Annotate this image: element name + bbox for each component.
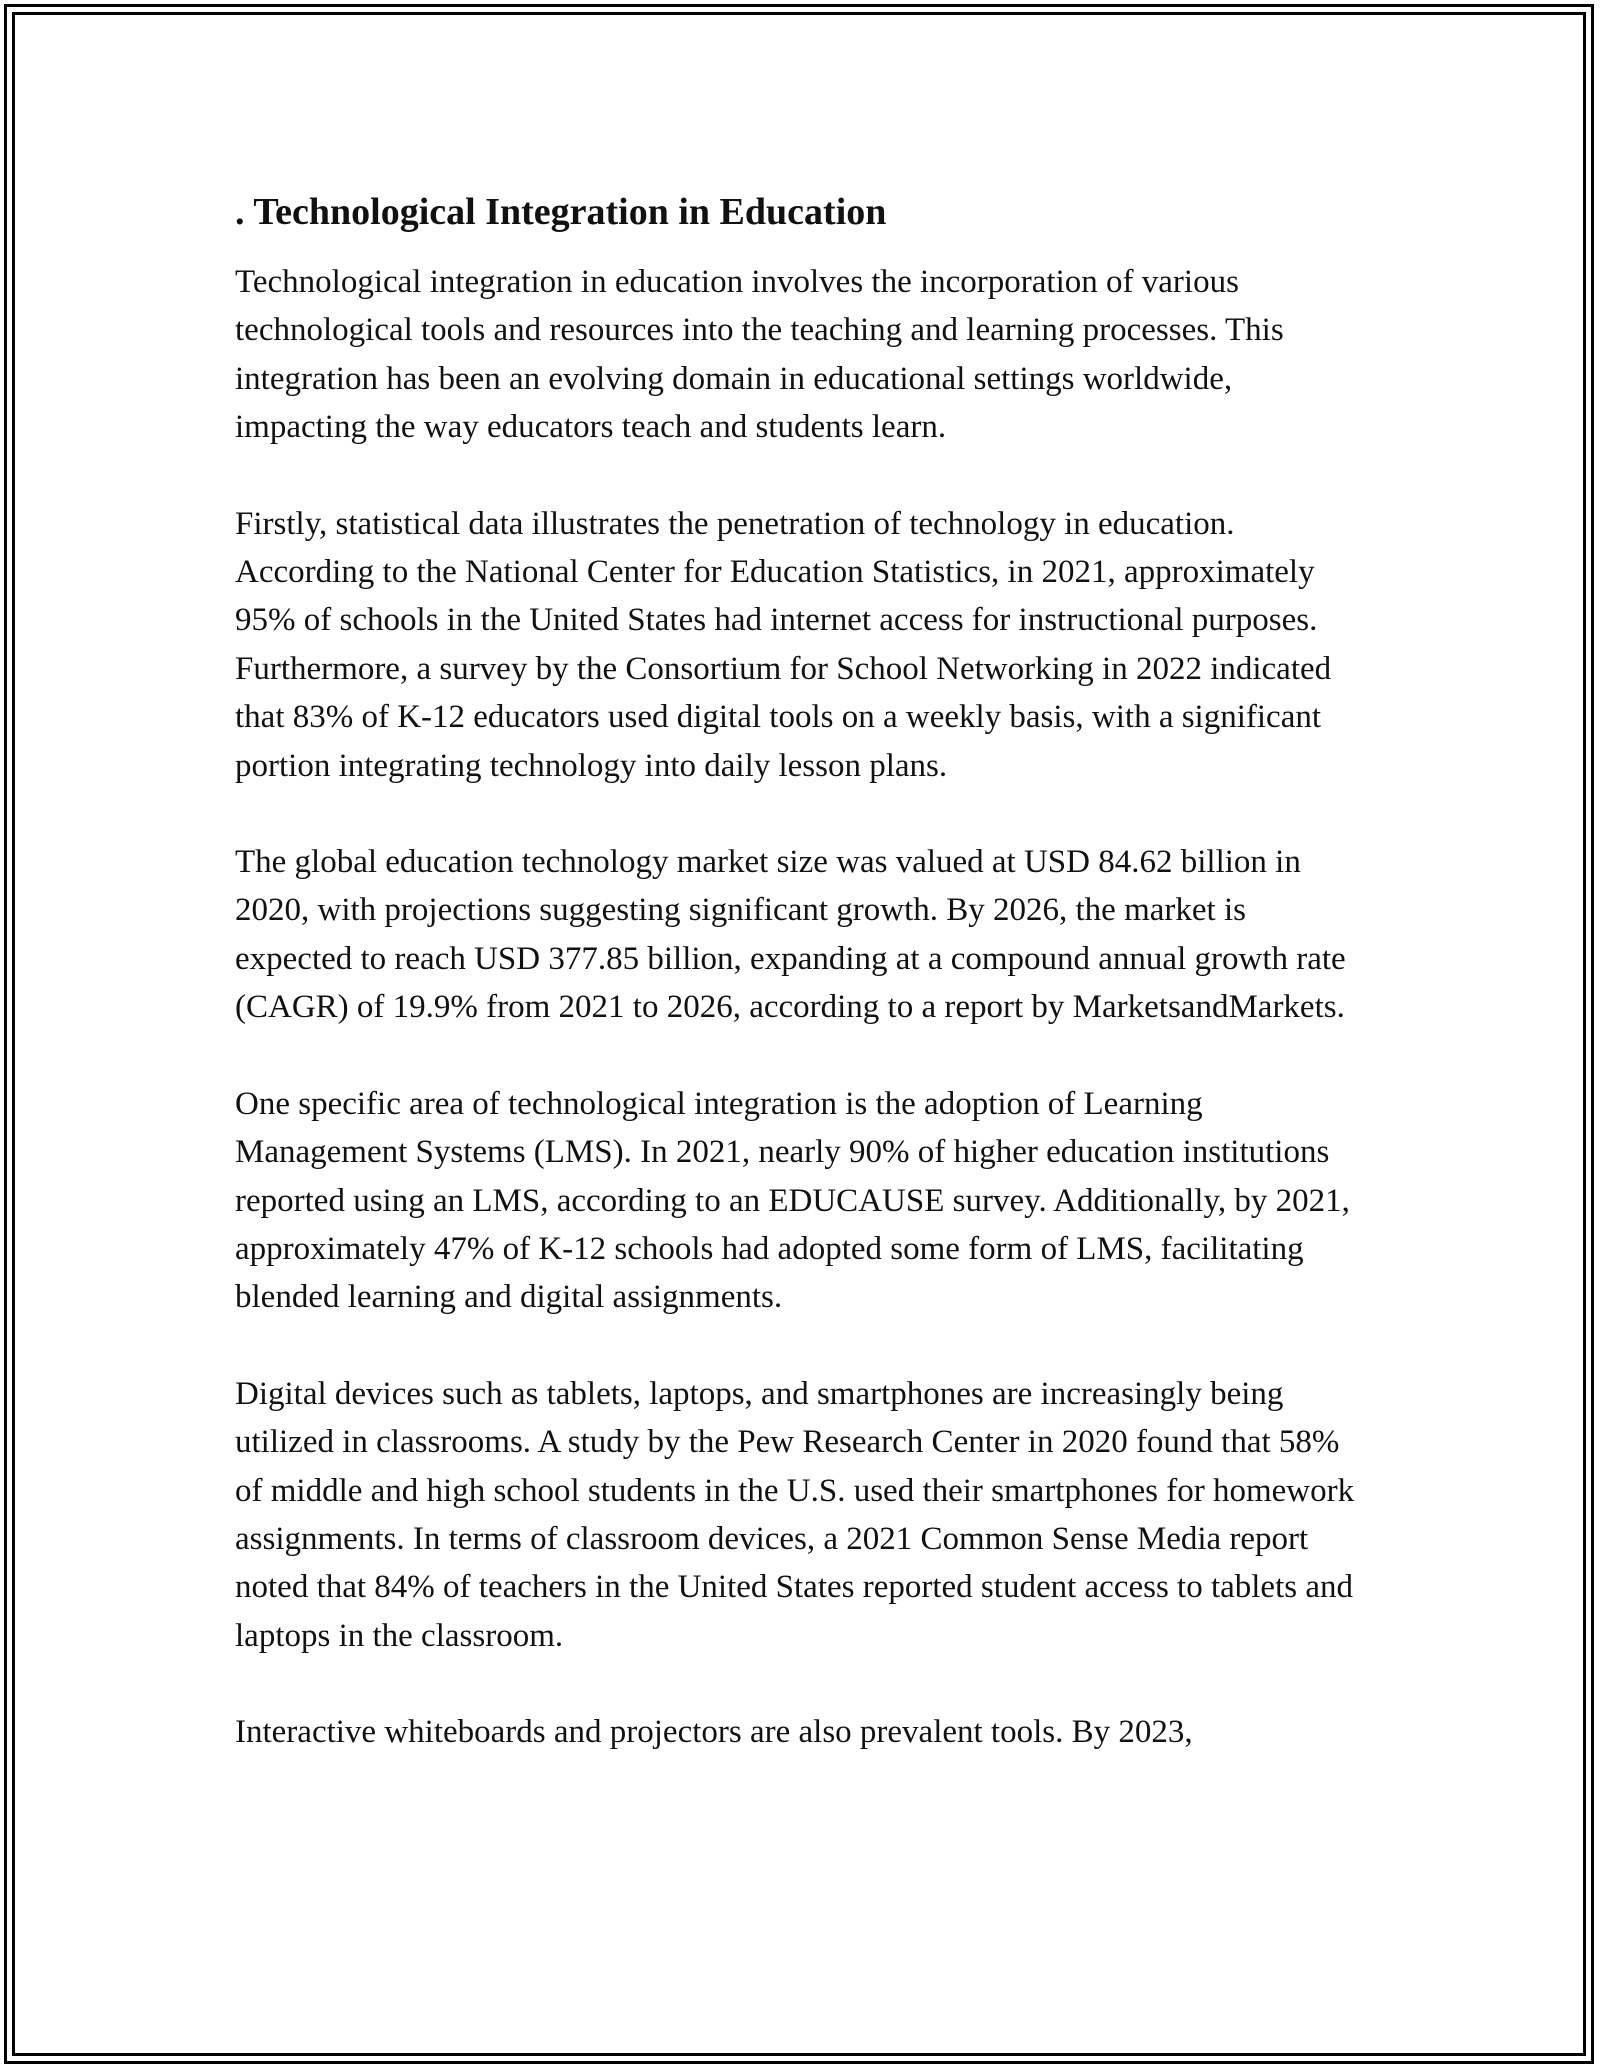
page-title: . Technological Integration in Education [235, 191, 887, 233]
paragraph-intro: Technological integration in education involves the incorporation of various technological tools and resources into the teaching and learning processes. This integration has been an evolving domain in educational settings worldwide, impacting the way educators teach and students learn. [235, 264, 1284, 446]
document-body [235, 186, 1365, 1805]
paragraph-statistics: Firstly, statistical data illustrates the penetration of technology in education. According to the National Center for Education Statistics, in 2021, approximately 95% of schools in the United States had internet access for instructional purposes. Furthermore, a survey by the Consortium for School Networking in 2022 indicated that 83% of K-12 educators used digital tools on a weekly basis, with a significant portion integrating technology into daily lesson plans. [235, 505, 1332, 784]
paragraph-whiteboards: Interactive whiteboards and projectors are also prevalent tools. By 2023, [235, 1714, 1193, 1751]
paragraph-lms: One specific area of technological integration is the adoption of Learning Management Systems (LMS). In 2021, nearly 90% of higher education institutions reported using an LMS, according to an EDUCAUSE survey. Additionally, by 2021, approximately 47% of K-12 schools had adopted some form of LMS, facilitating blended learning and digital assignments. [235, 1085, 1350, 1316]
paragraph-market-size: The global education technology market size was valued at USD 84.62 billion in 2020, with projections suggesting significant growth. By 2026, the market is expected to reach USD 377.85 billion, expanding at a compound annual growth rate (CAGR) of 19.9% from 2021 to 2026, according to a report by MarketsandMarkets. [235, 844, 1346, 1026]
paragraph-digital-devices: Digital devices such as tablets, laptops, and smartphones are increasingly being utilized in classrooms. A study by the Pew Research Center in 2020 found that 58% of middle and high school students in the U.S. used their smartphones for homework assignments. In terms of classroom devices, a 2021 Common Sense Media report noted that 84% of teachers in the United States reported student access to tablets and laptops in the classroom. [235, 1375, 1355, 1654]
